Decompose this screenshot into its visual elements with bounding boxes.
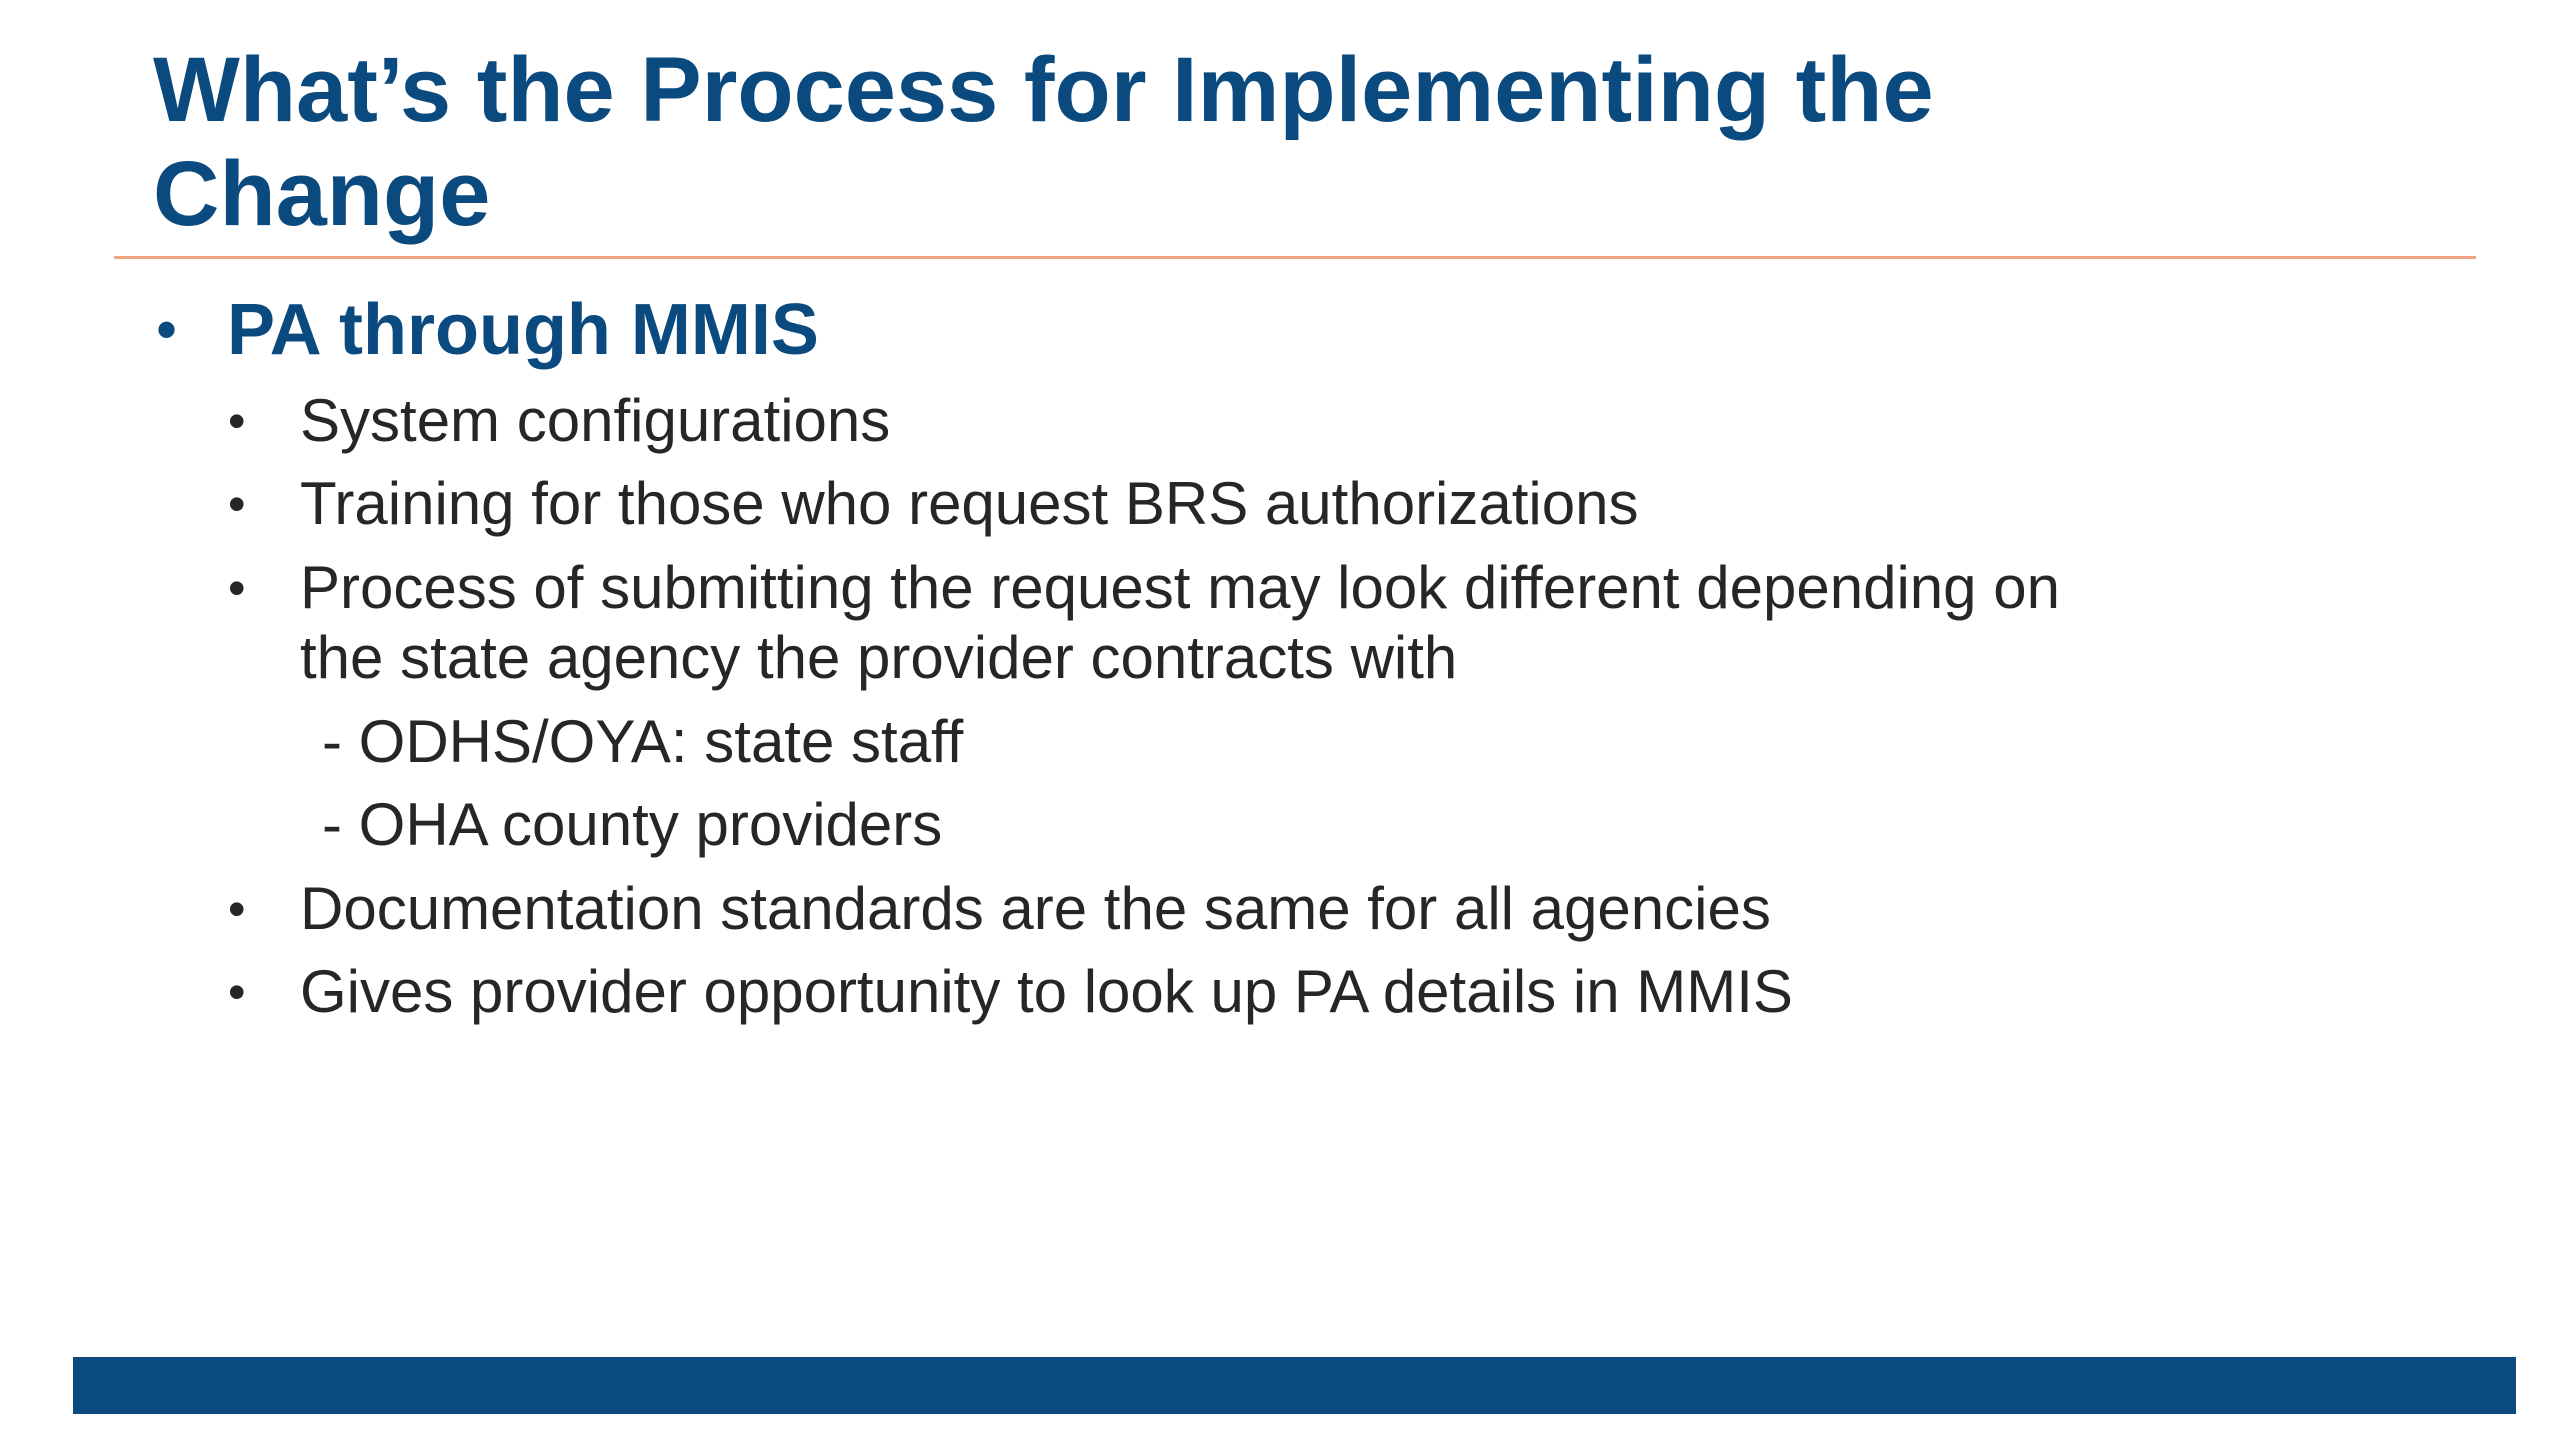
bullet-icon: • (228, 560, 246, 616)
dash-item-oha (322, 789, 942, 861)
bullet-icon: • (228, 964, 246, 1020)
sub-point-system-configurations: System configurations (300, 387, 891, 454)
bullet-icon: • (228, 476, 246, 532)
bullet-icon: • (156, 296, 178, 363)
sub-point-lookup: Gives provider opportunity to look up PA details in MMIS (300, 958, 1793, 1025)
dash-prefix: - (322, 708, 359, 775)
dash-item-text: OHA county providers (358, 791, 943, 858)
dash-item-text: ODHS/OYA: state staff (358, 708, 964, 775)
sub-point-training: Training for those who request BRS authorizations (300, 470, 1639, 537)
sub-point-documentation: Documentation standards are the same for all agencies (300, 875, 1771, 942)
footer-bar (73, 1357, 2516, 1414)
main-point-pa-through-mmis: PA through MMIS (227, 290, 819, 370)
bullet-icon: • (228, 881, 246, 937)
slide-title-line-1: What’s the Process for Implementing the (153, 39, 1934, 141)
dash-prefix: - (322, 791, 359, 858)
bullet-icon: • (228, 393, 246, 449)
sub-point-process-line-2: the state agency the provider contracts with (300, 624, 1458, 691)
sub-point-process-line-1: Process of submitting the request may look different depending on (300, 554, 2060, 621)
slide-title-line-2: Change (153, 143, 491, 245)
dash-item-odhs-oya (322, 706, 963, 778)
